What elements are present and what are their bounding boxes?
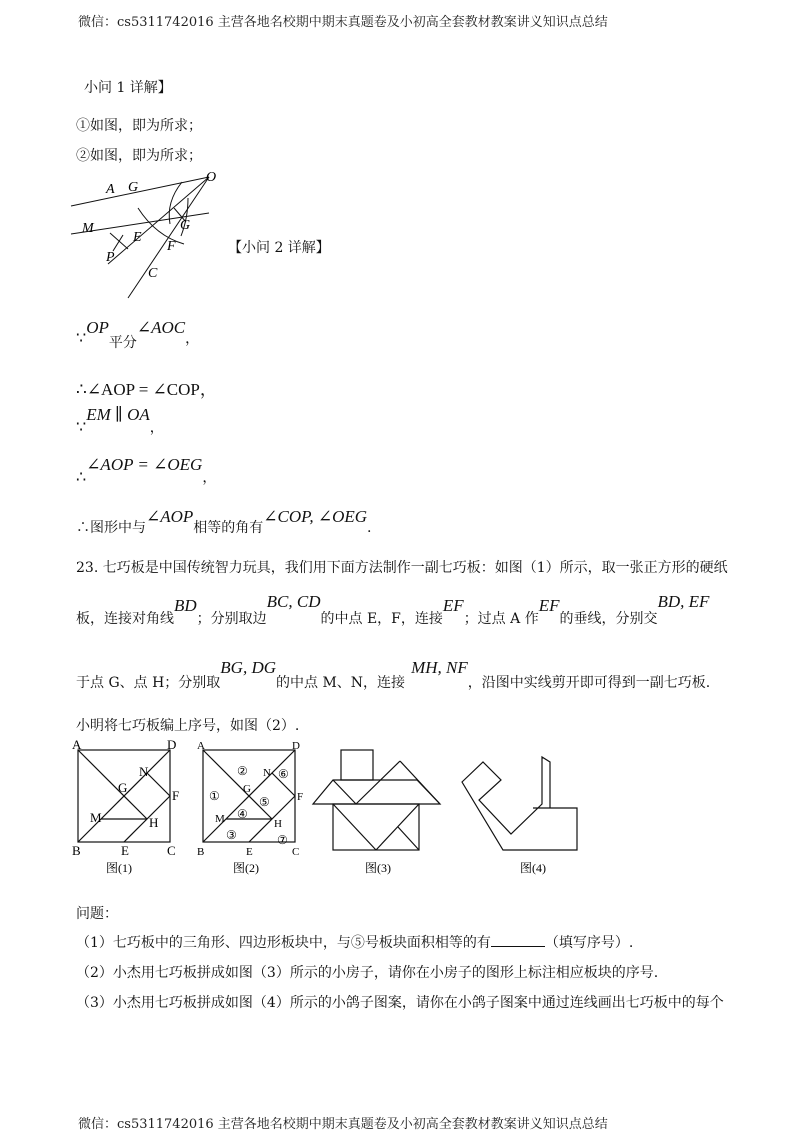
math-aop: ∠AOP — [146, 507, 194, 526]
piece-4: ④ — [237, 807, 248, 821]
figure-3-caption: 图(3) — [365, 861, 391, 875]
math-aop-oeg: ∠AOP = ∠OEG — [86, 455, 203, 474]
q23-text: 的垂线，分别交 — [559, 611, 658, 627]
label-b: B — [197, 846, 205, 858]
label-c: C — [167, 843, 176, 858]
label-n: N — [263, 767, 271, 779]
label-p: P — [106, 250, 115, 265]
math-bg-dg: BG, DG — [220, 658, 277, 677]
math-aoc: ∠AOC — [136, 318, 186, 337]
piece-1: ① — [209, 789, 220, 803]
math-bc-cd: BC, CD — [266, 592, 321, 611]
label-n: N — [139, 764, 149, 779]
comma: ， — [202, 470, 217, 486]
q23-line-3 — [76, 658, 711, 691]
proof-line-5 — [76, 507, 372, 536]
proof-line-2: ∴∠AOP = ∠COP， — [76, 380, 217, 399]
math-bd: BD — [174, 596, 197, 615]
math-ef: EF — [538, 596, 560, 615]
label-e: E — [121, 843, 129, 858]
q1-text-end: （填写序号）. — [544, 935, 634, 951]
bisect-text: 平分 — [108, 335, 137, 351]
piece-6: ⑥ — [278, 767, 289, 781]
label-h: H — [149, 815, 159, 830]
q23-text: ，沿图中实线剪开即可得到一副七巧板. — [467, 675, 711, 691]
proof-line-3 — [76, 405, 164, 436]
because-symbol: ∵ — [76, 417, 87, 436]
label-o: O — [206, 170, 217, 185]
math-em-oa: EM ∥ OA — [86, 405, 150, 424]
ray-op — [108, 177, 209, 264]
answer-blank — [491, 934, 545, 947]
label-m: M — [82, 221, 94, 236]
math-op: OP — [86, 318, 109, 337]
step-1: ①如图，即为所求； — [76, 118, 202, 134]
question-1 — [76, 932, 633, 952]
step-2: ②如图，即为所求； — [76, 148, 202, 164]
arc-1 — [138, 208, 184, 244]
piece-5: ⑤ — [259, 795, 270, 809]
sub2-title: 【小问 2 详解】 — [228, 240, 330, 256]
label-g-top: G — [128, 180, 139, 195]
label-d: D — [167, 740, 177, 752]
label-b: B — [72, 843, 81, 858]
piece-7: ⑦ — [277, 833, 288, 847]
proof-line-1 — [76, 318, 200, 351]
figure-4-pigeon — [455, 740, 595, 875]
label-g: G — [243, 783, 251, 795]
label-g-right: G — [180, 218, 191, 233]
label-c: C — [148, 266, 158, 281]
page-header: 微信：cs5311742016 主营各地名校期中期末真题卷及小初高全套教材教案讲义知识点总结 — [78, 15, 608, 30]
math-mh-nf: MH, NF — [411, 658, 468, 677]
conclusion-text: ∴图形中与 — [76, 520, 146, 536]
figure-2-tangram-numbered — [195, 740, 307, 875]
figure-1-caption: 图(1) — [106, 861, 132, 875]
label-f: F — [172, 788, 180, 803]
label-f: F — [297, 791, 304, 803]
q23-text: 于点 G、点 H；分别取 — [76, 675, 221, 691]
comma: ， — [149, 420, 164, 436]
sub1-title: 小问 1 详解】 — [84, 80, 172, 96]
q23-line-1: 23. 七巧板是中国传统智力玩具，我们用下面方法制作一副七巧板：如图（1）所示，取一张正方形的硬纸 — [76, 560, 728, 576]
label-a: A — [72, 740, 82, 752]
label-m: M — [90, 810, 102, 825]
question-3: （3）小杰用七巧板拼成如图（4）所示的小鸽子图案，请你在小鸽子图案中通过连线画出七巧板中的每个 — [76, 995, 724, 1011]
because-symbol: ∵ — [76, 328, 87, 347]
label-d: D — [292, 740, 300, 752]
piece-2: ② — [237, 764, 248, 778]
q23-line-4: 小明将七巧板编上序号，如图（2）. — [76, 718, 300, 734]
label-h: H — [274, 818, 282, 830]
figure-4-caption: 图(4) — [520, 861, 546, 875]
period: . — [367, 520, 372, 536]
label-m: M — [215, 813, 225, 825]
math-ef: EF — [442, 596, 464, 615]
figure-3-house — [310, 740, 450, 875]
q23-text: ；分别取边 — [196, 611, 267, 627]
piece-3: ③ — [226, 828, 237, 842]
label-g: G — [118, 780, 128, 795]
therefore-symbol: ∴ — [76, 467, 87, 486]
q23-text: 的中点 E，F，连接 — [320, 611, 443, 627]
q23-text: ；过点 A 作 — [463, 611, 539, 627]
proof-line-4 — [76, 455, 217, 486]
construction-figure — [66, 166, 236, 302]
label-a: A — [197, 740, 205, 752]
q1-text: （1）七巧板中的三角形、四边形板块中，与⑤号板块面积相等的有 — [76, 935, 491, 951]
figure-2-caption: 图(2) — [233, 861, 259, 875]
page-footer: 微信：cs5311742016 主营各地名校期中期末真题卷及小初高全套教材教案讲义知识点总结 — [78, 1117, 608, 1132]
label-e: E — [246, 846, 253, 858]
figure-1-tangram — [70, 740, 180, 875]
label-a: A — [106, 182, 115, 197]
q23-line-2 — [76, 592, 710, 627]
questions-heading: 问题： — [76, 906, 118, 922]
label-e: E — [133, 230, 142, 245]
label-f: F — [167, 239, 176, 254]
q23-text: 板，连接对角线 — [76, 611, 174, 627]
q23-text: 的中点 M、N，连接 — [276, 675, 406, 691]
comma: ， — [185, 331, 200, 347]
math-cop-oeg: ∠COP, ∠OEG — [263, 507, 368, 526]
math-bd-ef: BD, EF — [657, 592, 710, 611]
label-c: C — [292, 846, 300, 858]
question-2: （2）小杰用七巧板拼成如图（3）所示的小房子，请你在小房子的图形上标注相应板块的序号. — [76, 965, 659, 981]
equal-angles-text: 相等的角有 — [193, 520, 264, 536]
